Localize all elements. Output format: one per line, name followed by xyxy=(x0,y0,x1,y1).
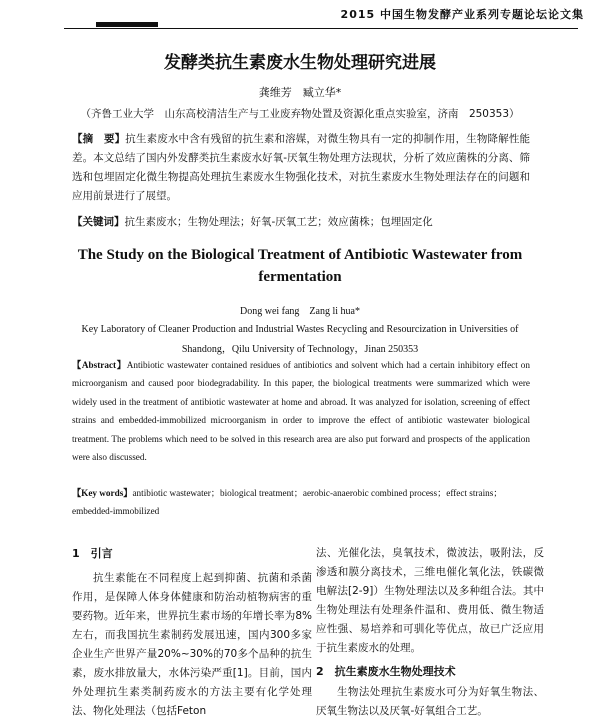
authors-english: Dong wei fang Zang li hua* xyxy=(240,306,360,317)
keywords-chinese-label: 【关键词】 xyxy=(72,216,125,228)
section-2-paragraph: 生物法处理抗生素废水可分为好氧生物法、厌氧生物法以及厌氧-好氧组合工艺。 xyxy=(316,686,544,717)
header-rule-mark xyxy=(96,22,158,27)
keywords-chinese-text: 抗生素废水；生物处理法；好氧-厌氧工艺；效应菌株；包埋固定化 xyxy=(124,216,433,228)
affiliation-english: Key Laboratory of Cleaner Production and Industrial Wastes Recycling and Resourcization in Universities of Shandong，Qilu University of Technology，Jinan 250353 xyxy=(81,324,519,355)
keywords-english-label: 【Key words】 xyxy=(72,488,133,498)
abstract-chinese xyxy=(72,130,530,206)
keywords-english xyxy=(72,484,530,521)
abstract-chinese-text: 抗生素废水中含有残留的抗生素和溶媒，对微生物具有一定的抑制作用，生物降解性能差。本文总结了国内外发酵类抗生素废水好氧-厌氧生物处理方法现状，分析了效应菌株的分离、筛选和包埋固定化微生物提高处理抗生素废水生物强化技术，对抗生素废水生物处理法存在的问题和应用前景进行了展望。 xyxy=(72,133,531,202)
affiliation-chinese: （齐鲁工业大学 山东高校清洁生产与工业废弃物处置及资源化重点实验室，济南 250353） xyxy=(80,108,520,120)
keywords-chinese xyxy=(72,214,530,229)
section-1-heading: 1 引言 xyxy=(72,547,113,560)
abstract-chinese-label: 【摘 要】 xyxy=(72,133,126,145)
abstract-english-label: 【Abstract】 xyxy=(72,360,127,370)
keywords-english-text: antibiotic wastewater；biological treatment；aerobic-anaerobic combined process；effect strains；embedded-immobilized xyxy=(72,488,503,517)
running-header: 2015 中国生物发酵产业系列专题论坛论文集 xyxy=(340,8,584,21)
body-column-left xyxy=(72,544,312,721)
abstract-english-text: Antibiotic wastewater contained residues of antibiotics and solvent which had a certain inhibitory effect on microorganism and caused poor biodegradability. In this paper, the biological treatments were summarized which were widely used in the treatment of antibiotic wastewater at home and abroad. It was analyzed for isolation, screening of effect strains and embedded-immobilized microorganism in order to improve the effect of antibiotic wastewater biological treatment. The problems which need to be solved in this research area are also put forward and prospects of the application were also discussed. xyxy=(72,360,530,463)
right-column-paragraph: 法、光催化法，臭氧技术，微波法，吸附法，反渗透和膜分离技术，三维电催化氧化法，铁碳微电解法[2-9]）生物处理法以及多种组合法。其中生物处理法有处理条件温和、费用低、微生物适应性强、易培养和可驯化等优点，故已广泛应用于抗生素废水的处理。 xyxy=(316,547,544,654)
authors-chinese: 龚维芳 臧立华* xyxy=(258,86,342,99)
header-rule xyxy=(64,28,578,29)
section-2-heading: 2 抗生素废水生物处理技术 xyxy=(316,665,456,678)
section-1-paragraph: 抗生素能在不同程度上起到抑菌、抗菌和杀菌作用，是保障人体身体健康和防治动植物病害的重要药物。近年来，世界抗生素市场的年增长率为8%左右，而我国抗生素制药发展迅速，国内300多家企业生产世界产量20%~30%的70多个品种的抗生素，废水排放量大，水体污染严重[1]。目前，国内外处理抗生素类制药废水的方法主要有化学处理法、物化处理法（包括Feton xyxy=(72,572,312,717)
title-english: The Study on the Biological Treatment of Antibiotic Wastewater from fermentation xyxy=(77,247,523,285)
title-chinese: 发酵类抗生素废水生物处理研究进展 xyxy=(164,53,436,73)
abstract-english xyxy=(72,356,530,466)
body-column-right xyxy=(316,544,544,721)
